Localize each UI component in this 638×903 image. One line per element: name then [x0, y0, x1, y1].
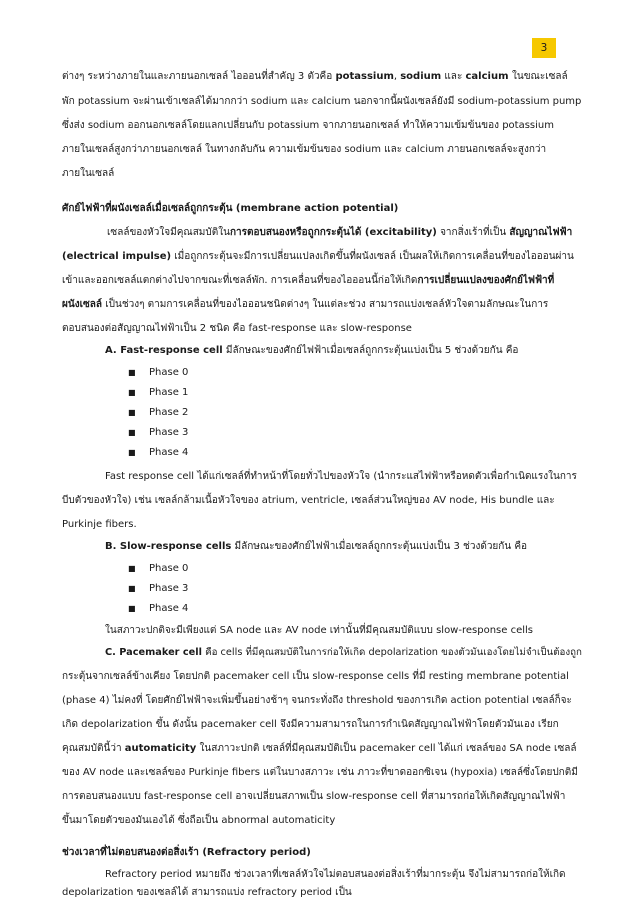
phase-item: Phase 0	[149, 367, 189, 378]
bold-term: สัญญาณไฟฟ้า	[509, 227, 573, 238]
bold-term: การตอบสนองหรือถูกกระตุ้นได้ (excitability)	[229, 227, 437, 238]
paragraph-line	[62, 298, 548, 312]
phase-item: Phase 1	[149, 387, 189, 398]
paragraph-line: Purkinje fibers.	[62, 519, 137, 530]
subsection-label: B. Slow-response cells	[105, 541, 232, 552]
bullet-icon: ■	[128, 584, 136, 593]
page-number: 3	[532, 38, 556, 58]
bullet-icon: ■	[128, 408, 136, 417]
phase-item: Phase 3	[149, 427, 189, 438]
paragraph-line	[62, 70, 509, 84]
text: มีลักษณะของศักย์ไฟฟ้าเมื่อเซลล์ถูกกระตุ้นแบ่งเป็น 5 ช่วงด้วยกัน คือ	[222, 345, 519, 356]
paragraph-line: เกิด depolarization ขึ้น ดังนั้น pacemaker cell จึงมีความสามารถในการกำเนิดสัญญาณไฟฟ้าโดยตัวมันเอง เรียก	[62, 719, 559, 730]
bold-term: การเปลี่ยนแปลงของศักย์ไฟฟ้าที่	[417, 275, 555, 286]
paragraph-line	[107, 226, 572, 240]
text: เมื่อถูกกระตุ้นจะมีการเปลี่ยนแปลงเกิดขึ้นที่ผนังเซลล์ เป็นผลให้เกิดการเคลื่อนที่ของไอออนผ่าน	[171, 251, 574, 262]
paragraph-line: ตอบสนองต่อสัญญาณไฟฟ้าเป็น 2 ชนิด คือ fast-response และ slow-response	[62, 323, 412, 334]
paragraph-line-end: ในขณะเซลล์	[512, 71, 568, 82]
text: คุณสมบัตินี้ว่า	[62, 743, 125, 754]
subsection-heading	[105, 540, 527, 554]
paragraph-line: ภายในเซลล์สูงกว่าภายนอกเซลล์ ในทางกลับกัน ความเข้มข้นของ sodium และ calcium ภายนอกเซลล์จะสูงกว่า	[62, 144, 547, 155]
bold-term: ผนังเซลล์	[62, 299, 103, 310]
text: คือ cells ที่มีคุณสมบัติในการก่อให้เกิด depolarization ของตัวมันเองโดยไม่จำเป็นต้องถูก	[201, 647, 582, 658]
paragraph-line: ภายในเซลล์	[62, 168, 115, 179]
text: และ	[441, 71, 466, 82]
phase-item: Phase 3	[149, 583, 189, 594]
paragraph-line: depolarization ของเซลล์ได้ สามารถแบ่ง refractory period เป็น	[62, 887, 352, 898]
text: เข้าและออกเซลล์แตกต่างไปจากขณะที่เซลล์พัก. การเคลื่อนที่ของไอออนนี้ก่อให้เกิด	[62, 275, 418, 286]
bold-term: sodium	[400, 71, 442, 82]
text: ,	[393, 71, 401, 82]
paragraph-line: Fast response cell ได้แก่เซลล์ที่ทำหน้าที่โดยทั่วไปของหัวใจ (นำกระแสไฟฟ้าหรือหดตัวเพื่อกำเนิดแรงในการ	[105, 471, 577, 482]
bullet-icon: ■	[128, 428, 136, 437]
text: เป็นช่วงๆ ตามการเคลื่อนที่ของไอออนชนิดต่างๆ ในแต่ละช่วง สามารถแบ่งเซลล์หัวใจตามลักษณะในการ	[102, 299, 549, 310]
text: เซลล์ของหัวใจมีคุณสมบัติใน	[107, 227, 230, 238]
bullet-icon: ■	[128, 564, 136, 573]
phase-item: Phase 4	[149, 603, 189, 614]
paragraph-line	[105, 646, 582, 660]
text: มีลักษณะของศักย์ไฟฟ้าเมื่อเซลล์ถูกกระตุ้นแบ่งเป็น 3 ช่วงด้วยกัน คือ	[231, 541, 528, 552]
paragraph-line	[62, 742, 576, 756]
bold-term: calcium	[465, 71, 509, 82]
paragraph-line: ในสภาวะปกติจะมีเพียงแต่ SA node และ AV node เท่านั้นที่มีคุณสมบัติแบบ slow-response cells	[105, 625, 533, 636]
paragraph-line: ซึ่งส่ง sodium ออกนอกเซลล์โดยแลกเปลี่ยนกับ potassium จากภายนอกเซลล์ ทำให้ความเข้มข้นของ potassium	[62, 120, 555, 131]
text: จากสิ่งเร้าที่เป็น	[436, 227, 510, 238]
subsection-label: A. Fast-response cell	[105, 345, 223, 356]
paragraph-line: บีบตัวของหัวใจ) เช่น เซลล์กล้ามเนื้อหัวใจของ atrium, ventricle, เซลล์ส่วนใหญ่ของ AV node, His bundle และ	[62, 495, 555, 506]
bullet-icon: ■	[128, 388, 136, 397]
paragraph-line	[62, 250, 574, 264]
phase-item: Phase 4	[149, 447, 189, 458]
text: ในสภาวะปกติ เซลล์ที่มีคุณสมบัติเป็น pacemaker cell ได้แก่ เซลล์ของ SA node เซลล์	[196, 743, 577, 754]
paragraph-line: พัก potassium จะผ่านเข้าเซลล์ได้มากกว่า sodium และ calcium นอกจากนี้ผนังเซลล์ยังมี sodium-potassium pump	[62, 96, 582, 107]
bold-term: (electrical impulse)	[62, 251, 172, 262]
paragraph-line: ของ AV node และเซลล์ของ Purkinje fibers แต่ในบางสภาวะ เช่น ภาวะที่ขาดออกซิเจน (hypoxia) เซลล์ซึ่งโดยปกติมี	[62, 767, 578, 778]
subsection-label: C. Pacemaker cell	[105, 647, 202, 658]
text: ต่างๆ ระหว่างภายในและภายนอกเซลล์ ไอออนที่สำคัญ 3 ตัวคือ	[62, 71, 333, 82]
paragraph-line	[62, 274, 554, 288]
phase-item: Phase 2	[149, 407, 189, 418]
section-heading: ช่วงเวลาที่ไม่ตอบสนองต่อสิ่งเร้า (Refractory period)	[62, 847, 311, 858]
bullet-icon: ■	[128, 368, 136, 377]
bold-term: potassium	[335, 71, 394, 82]
paragraph-line: Refractory period หมายถึง ช่วงเวลาที่เซลล์หัวใจไม่ตอบสนองต่อสิ่งเร้าที่มากระตุ้น จึงไม่สามารถก่อให้เกิด	[105, 869, 566, 880]
subsection-heading	[105, 344, 518, 358]
section-heading: ศักย์ไฟฟ้าที่ผนังเซลล์เมื่อเซลล์ถูกกระตุ้น (membrane action potential)	[62, 203, 399, 214]
bullet-icon: ■	[128, 604, 136, 613]
paragraph-line: ขึ้นมาโดยตัวของมันเองได้ ซึ่งถือเป็น abnormal automaticity	[62, 815, 336, 826]
paragraph-line: (phase 4) ไม่คงที่ โดยศักย์ไฟฟ้าจะเพิ่มขึ้นอย่างช้าๆ จนกระทั่งถึง threshold ของการเกิด action potential เซลล์ก็จะ	[62, 695, 572, 706]
bullet-icon: ■	[128, 448, 136, 457]
paragraph-line: การตอบสนองแบบ fast-response cell อาจเปลี่ยนสภาพเป็น slow-response cell ที่สามารถก่อให้เกิดสัญญาณไฟฟ้า	[62, 791, 566, 802]
bold-term: automaticity	[124, 743, 197, 754]
paragraph-line: กระตุ้นจากเซลล์ข้างเคียง โดยปกติ pacemaker cell เป็น slow-response cells ที่มี resting membrane potential	[62, 671, 569, 682]
phase-item: Phase 0	[149, 563, 189, 574]
